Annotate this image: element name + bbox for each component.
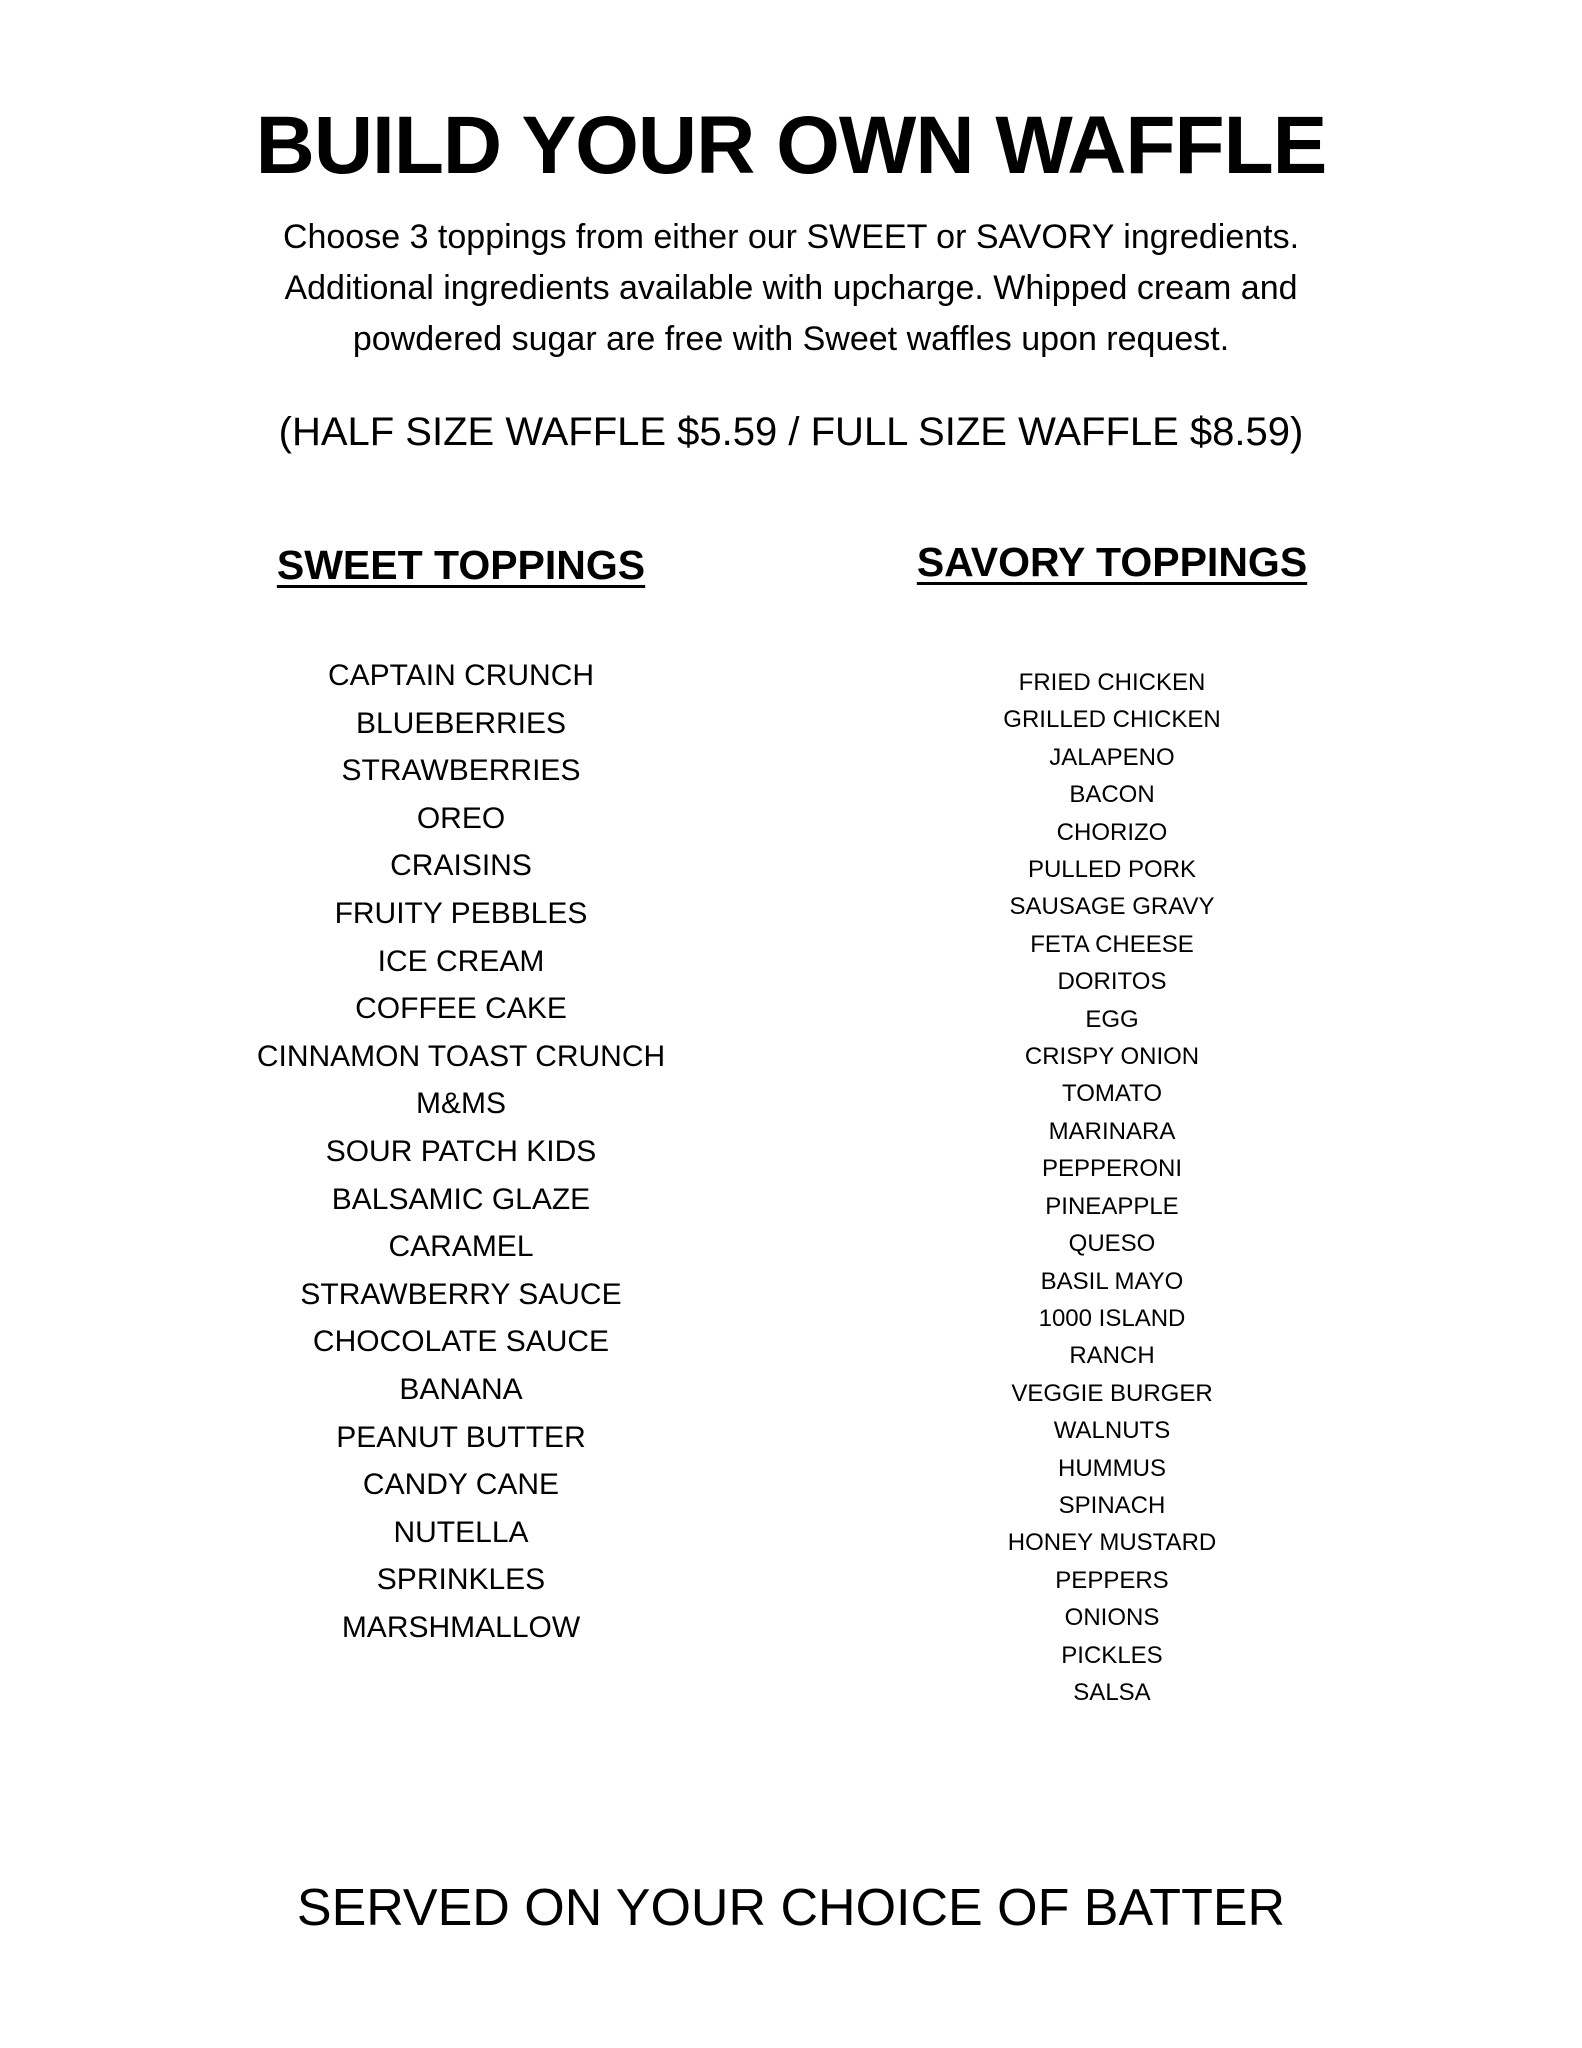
list-item: NUTELLA [393,1515,529,1549]
list-item: CRISPY ONION [1024,1043,1200,1071]
list-item: SOUR PATCH KIDS [325,1134,597,1168]
list-item: PINEAPPLE [1045,1192,1179,1220]
intro-text [191,212,1391,365]
list-item: RANCH [1069,1342,1155,1370]
list-item: COFFEE CAKE [355,992,567,1026]
list-item: CHORIZO [1056,818,1168,846]
list-item: BANANA [399,1372,523,1406]
list-item: PICKLES [1061,1641,1163,1669]
list-item: BALSAMIC GLAZE [331,1182,591,1216]
list-item: WALNUTS [1053,1417,1171,1445]
list-item: CHOCOLATE SAUCE [312,1325,610,1359]
list-item: HUMMUS [1058,1454,1166,1482]
price-line: (HALF SIZE WAFFLE $5.59 / FULL SIZE WAFFLE $8.59) [278,410,1304,454]
list-item: GRILLED CHICKEN [1003,706,1221,734]
sweet-toppings-heading: SWEET TOPPINGS [276,542,646,588]
list-item: M&MS [416,1087,506,1121]
list-item: STRAWBERRIES [341,754,581,788]
list-item: CANDY CANE [362,1468,560,1502]
list-item: CRAISINS [390,849,532,883]
list-item: PEANUT BUTTER [336,1420,586,1454]
list-item: FRIED CHICKEN [1018,669,1206,696]
list-item: MARINARA [1048,1117,1176,1145]
intro-line: Choose 3 toppings from either our SWEET or SAVORY ingredients. [282,218,1300,256]
intro-line: powdered sugar are free with Sweet waffles upon request. [352,320,1230,358]
list-item: PULLED PORK [1027,856,1197,884]
list-item: QUESO [1068,1230,1156,1258]
list-item: BACON [1069,781,1155,809]
list-item: BASIL MAYO [1040,1267,1184,1295]
savory-toppings-heading: SAVORY TOPPINGS [916,539,1308,585]
list-item: MARSHMALLOW [341,1610,581,1644]
list-item: SPINACH [1058,1491,1166,1519]
list-item: PEPPERS [1055,1566,1169,1594]
list-item: OREO [416,801,506,835]
footer-note: SERVED ON YOUR CHOICE OF BATTER [296,1879,1286,1937]
list-item: BLUEBERRIES [355,706,567,740]
list-item: CINNAMON TOAST CRUNCH [256,1039,666,1073]
list-item: STRAWBERRY SAUCE [300,1277,622,1311]
list-item: CAPTAIN CRUNCH [327,659,595,692]
list-item: TOMATO [1061,1080,1162,1108]
list-item: CARAMEL [388,1230,534,1264]
list-item: EGG [1085,1005,1139,1033]
list-item: HONEY MUSTARD [1007,1529,1217,1557]
sweet-toppings-list [171,652,751,1651]
menu-title: BUILD YOUR OWN WAFFLE [255,100,1327,191]
list-item: DORITOS [1057,968,1167,996]
list-item: SALSA [1073,1678,1151,1706]
list-item: JALAPENO [1049,743,1175,771]
list-item: ONIONS [1064,1604,1160,1632]
list-item: SAUSAGE GRAVY [1009,893,1215,921]
list-item: 1000 ISLAND [1038,1304,1186,1332]
intro-line: Additional ingredients available with upcharge. Whipped cream and [284,269,1298,307]
list-item: FRUITY PEBBLES [334,896,588,930]
list-item: SPRINKLES [376,1563,546,1597]
savory-toppings-list [822,664,1402,1711]
list-item: ICE CREAM [377,944,545,978]
list-item: VEGGIE BURGER [1011,1379,1213,1407]
list-item: FETA CHEESE [1030,930,1194,958]
list-item: PEPPERONI [1041,1155,1183,1183]
